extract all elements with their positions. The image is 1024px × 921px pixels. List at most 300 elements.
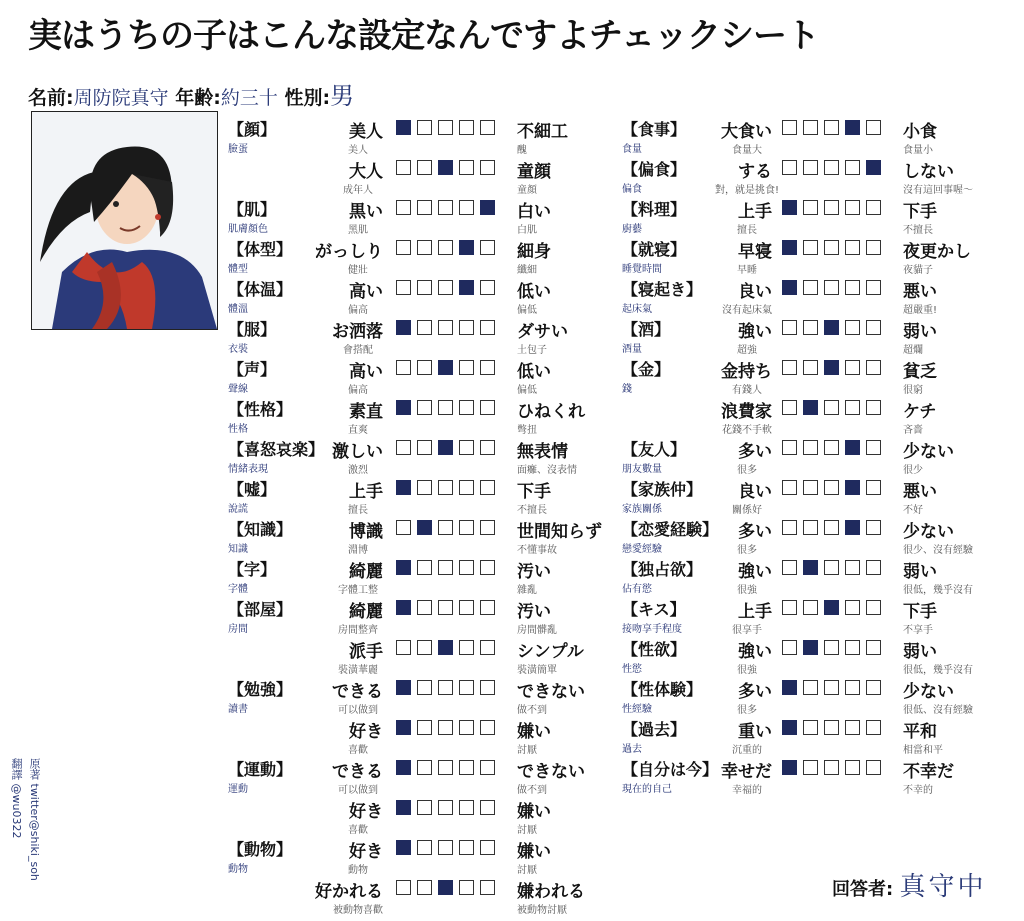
checkbox-empty[interactable]	[866, 360, 881, 375]
checkbox-empty[interactable]	[480, 320, 495, 335]
checkbox-empty[interactable]	[480, 640, 495, 655]
checkbox-empty[interactable]	[480, 680, 495, 695]
checkbox-empty[interactable]	[396, 640, 411, 655]
checkbox-empty[interactable]	[866, 320, 881, 335]
credit-translation-handle: @wu0322	[10, 783, 23, 839]
checkbox-empty[interactable]	[782, 560, 797, 575]
right-option: 嫌い	[517, 842, 551, 862]
checkbox-empty[interactable]	[480, 120, 495, 135]
right-option: 下手	[517, 482, 551, 502]
credit-original-label: 原著	[28, 758, 41, 780]
checkbox-empty[interactable]	[417, 400, 432, 415]
left-option: 好かれる	[315, 882, 383, 902]
checkbox-checked[interactable]	[803, 400, 818, 415]
category-translation: 偏食	[622, 184, 642, 195]
checkbox-checked[interactable]	[845, 520, 860, 535]
left-option-translation: 字體工整	[338, 585, 378, 596]
checkbox-checked[interactable]	[782, 680, 797, 695]
checkbox-empty[interactable]	[845, 360, 860, 375]
category-translation: 房間	[228, 624, 248, 635]
checkbox-empty[interactable]	[480, 280, 495, 295]
checkbox-empty[interactable]	[459, 760, 474, 775]
checkbox-empty[interactable]	[866, 400, 881, 415]
left-option: 好き	[349, 802, 383, 822]
checkbox-empty[interactable]	[866, 280, 881, 295]
checkbox-empty[interactable]	[438, 720, 453, 735]
category-label: 【酒】	[622, 320, 671, 339]
right-option-translation: 討厭	[517, 745, 537, 756]
checkbox-empty[interactable]	[866, 760, 881, 775]
name-label: 名前:	[28, 87, 74, 109]
right-option: 悪い	[903, 482, 937, 502]
checkbox-empty[interactable]	[480, 360, 495, 375]
checkbox-empty[interactable]	[803, 480, 818, 495]
checkbox-empty[interactable]	[396, 360, 411, 375]
checkbox-empty[interactable]	[417, 720, 432, 735]
category-translation: 性經驗	[622, 704, 652, 715]
check-row	[622, 317, 1017, 357]
checkbox-empty[interactable]	[417, 200, 432, 215]
left-option: 重い	[738, 722, 772, 742]
checkbox-empty[interactable]	[459, 360, 474, 375]
checkbox-empty[interactable]	[866, 640, 881, 655]
category-label: 【性格】	[228, 400, 293, 419]
checkbox-empty[interactable]	[459, 560, 474, 575]
checkbox-checked[interactable]	[824, 360, 839, 375]
checkbox-checked[interactable]	[782, 720, 797, 735]
right-option-translation: 討厭	[517, 825, 537, 836]
left-option: 美人	[349, 122, 383, 142]
checkbox-empty[interactable]	[845, 680, 860, 695]
checkbox-empty[interactable]	[438, 400, 453, 415]
category-translation: 酒量	[622, 344, 642, 355]
checkbox-checked[interactable]	[480, 200, 495, 215]
checkbox-empty[interactable]	[459, 680, 474, 695]
checkbox-empty[interactable]	[438, 600, 453, 615]
checkbox-empty[interactable]	[459, 520, 474, 535]
check-row	[228, 797, 618, 837]
checkbox-empty[interactable]	[824, 120, 839, 135]
check-row	[228, 637, 618, 677]
left-option: 綺麗	[349, 602, 383, 622]
checkbox-checked[interactable]	[396, 720, 411, 735]
checkbox-checked[interactable]	[438, 640, 453, 655]
checkbox-empty[interactable]	[803, 520, 818, 535]
checkbox-empty[interactable]	[866, 120, 881, 135]
left-option-translation: 食量大	[732, 145, 762, 156]
left-option: 素直	[349, 402, 383, 422]
left-option: がっしり	[315, 242, 383, 262]
checkbox-empty[interactable]	[824, 560, 839, 575]
checkbox-empty[interactable]	[417, 800, 432, 815]
checkbox-checked[interactable]	[396, 560, 411, 575]
checkbox-empty[interactable]	[396, 520, 411, 535]
checkbox-empty[interactable]	[459, 200, 474, 215]
checkbox-empty[interactable]	[845, 200, 860, 215]
checkbox-empty[interactable]	[459, 840, 474, 855]
right-option: 低い	[517, 282, 551, 302]
checkbox-empty[interactable]	[866, 440, 881, 455]
right-option: 低い	[517, 362, 551, 382]
right-option: 小食	[903, 122, 937, 142]
left-option-translation: 有錢人	[732, 385, 762, 396]
checkbox-checked[interactable]	[803, 640, 818, 655]
right-option: 汚い	[517, 602, 551, 622]
checkbox-empty[interactable]	[438, 680, 453, 695]
checkbox-empty[interactable]	[824, 440, 839, 455]
checkbox-empty[interactable]	[480, 400, 495, 415]
checkbox-empty[interactable]	[396, 200, 411, 215]
right-option-translation: 吝嗇	[903, 425, 923, 436]
checkbox-empty[interactable]	[417, 600, 432, 615]
left-option-translation: 擅長	[737, 225, 757, 236]
check-row	[228, 477, 618, 517]
checkbox-empty[interactable]	[480, 440, 495, 455]
checkbox-empty[interactable]	[824, 400, 839, 415]
checkbox-empty[interactable]	[803, 160, 818, 175]
left-option-translation: 很強	[737, 585, 757, 596]
checkbox-checked[interactable]	[438, 880, 453, 895]
right-option-translation: 纖細	[517, 265, 537, 276]
checkbox-empty[interactable]	[417, 120, 432, 135]
left-option-translation: 可以做到	[338, 705, 378, 716]
right-option-translation: 不擅長	[903, 225, 933, 236]
checkbox-empty[interactable]	[438, 760, 453, 775]
category-translation: 衣裝	[228, 344, 248, 355]
checkbox-empty[interactable]	[866, 200, 881, 215]
category-translation: 食量	[622, 144, 642, 155]
left-option-translation: 偏高	[348, 385, 368, 396]
checkbox-empty[interactable]	[480, 560, 495, 575]
checkbox-checked[interactable]	[396, 760, 411, 775]
checkbox-empty[interactable]	[803, 240, 818, 255]
checkbox-checked[interactable]	[396, 840, 411, 855]
right-option-translation: 被動物討厭	[517, 905, 567, 916]
right-option-translation: 偏低	[517, 385, 537, 396]
checkbox-empty[interactable]	[438, 200, 453, 215]
checkbox-empty[interactable]	[782, 320, 797, 335]
checkbox-checked[interactable]	[845, 480, 860, 495]
category-label: 【顔】	[228, 120, 277, 139]
left-option-translation: 很強	[737, 665, 757, 676]
checkbox-checked[interactable]	[782, 760, 797, 775]
category-translation: 知識	[228, 544, 248, 555]
character-sex: 男	[330, 82, 355, 110]
checkbox-empty[interactable]	[480, 600, 495, 615]
checkbox-empty[interactable]	[459, 120, 474, 135]
left-option: 多い	[738, 442, 772, 462]
checkbox-empty[interactable]	[438, 480, 453, 495]
checkbox-empty[interactable]	[417, 440, 432, 455]
checkbox-empty[interactable]	[438, 240, 453, 255]
checkbox-empty[interactable]	[782, 440, 797, 455]
checkbox-checked[interactable]	[866, 160, 881, 175]
category-label: 【キス】	[622, 600, 686, 619]
right-option-translation: 很低、沒有經驗	[903, 705, 973, 716]
checkbox-empty[interactable]	[866, 560, 881, 575]
checkbox-empty[interactable]	[459, 440, 474, 455]
checkbox-empty[interactable]	[866, 480, 881, 495]
checkbox-checked[interactable]	[845, 120, 860, 135]
checkbox-empty[interactable]	[459, 320, 474, 335]
category-label: 【寝起き】	[622, 280, 703, 299]
checkbox-empty[interactable]	[866, 520, 881, 535]
checkbox-checked[interactable]	[438, 160, 453, 175]
credits	[4, 758, 48, 918]
checkbox-empty[interactable]	[459, 160, 474, 175]
checkbox-empty[interactable]	[438, 320, 453, 335]
checkbox-empty[interactable]	[782, 400, 797, 415]
category-translation: 聲線	[228, 384, 248, 395]
sex-label: 性別:	[284, 87, 331, 109]
left-option: 好き	[349, 842, 383, 862]
checkbox-empty[interactable]	[417, 480, 432, 495]
checkbox-empty[interactable]	[459, 800, 474, 815]
checkbox-empty[interactable]	[417, 640, 432, 655]
checkbox-empty[interactable]	[782, 520, 797, 535]
right-option: 無表情	[517, 442, 568, 462]
left-option-translation: 直爽	[348, 425, 368, 436]
checkbox-empty[interactable]	[803, 440, 818, 455]
left-option-translation: 偏高	[348, 305, 368, 316]
checkbox-empty[interactable]	[417, 760, 432, 775]
category-translation: 過去	[622, 744, 642, 755]
category-label: 【嘘】	[228, 480, 277, 499]
checkbox-empty[interactable]	[803, 120, 818, 135]
checkbox-checked[interactable]	[782, 280, 797, 295]
check-row	[228, 317, 618, 357]
checkbox-empty[interactable]	[782, 360, 797, 375]
checkbox-empty[interactable]	[459, 720, 474, 735]
answerer	[832, 866, 987, 903]
right-option: 弱い	[903, 642, 937, 662]
checkbox-empty[interactable]	[417, 240, 432, 255]
checkbox-empty[interactable]	[480, 480, 495, 495]
checkbox-empty[interactable]	[480, 760, 495, 775]
checkbox-empty[interactable]	[866, 600, 881, 615]
checkbox-empty[interactable]	[866, 240, 881, 255]
right-option: できない	[517, 682, 585, 702]
checkbox-checked[interactable]	[396, 800, 411, 815]
checkbox-checked[interactable]	[845, 440, 860, 455]
checkbox-empty[interactable]	[845, 640, 860, 655]
checkbox-empty[interactable]	[803, 680, 818, 695]
checkbox-empty[interactable]	[417, 360, 432, 375]
category-label: 【運動】	[228, 760, 293, 779]
right-option-translation: 超爛	[903, 345, 923, 356]
checkbox-empty[interactable]	[845, 160, 860, 175]
checkbox-checked[interactable]	[459, 240, 474, 255]
character-age: 約三十	[220, 87, 278, 109]
left-option-translation: 美人	[348, 145, 368, 156]
checkbox-checked[interactable]	[438, 440, 453, 455]
category-label: 【知識】	[228, 520, 293, 539]
checkbox-empty[interactable]	[438, 520, 453, 535]
checkbox-empty[interactable]	[438, 800, 453, 815]
category-translation: 肌膚顏色	[228, 224, 268, 235]
checkbox-empty[interactable]	[782, 640, 797, 655]
checkbox-empty[interactable]	[459, 600, 474, 615]
checkbox-empty[interactable]	[824, 280, 839, 295]
checkbox-checked[interactable]	[396, 120, 411, 135]
checkbox-empty[interactable]	[782, 600, 797, 615]
checkbox-empty[interactable]	[824, 680, 839, 695]
checkbox-checked[interactable]	[782, 200, 797, 215]
check-row	[622, 277, 1017, 317]
checkbox-checked[interactable]	[396, 400, 411, 415]
left-option-translation: 超強	[737, 345, 757, 356]
checkbox-empty[interactable]	[438, 280, 453, 295]
checkbox-empty[interactable]	[417, 560, 432, 575]
category-translation: 睡覺時間	[622, 264, 662, 275]
checkbox-empty[interactable]	[782, 480, 797, 495]
checkbox-empty[interactable]	[845, 760, 860, 775]
checkbox-empty[interactable]	[396, 160, 411, 175]
checkbox-empty[interactable]	[803, 760, 818, 775]
checkbox-empty[interactable]	[417, 880, 432, 895]
category-translation: 廚藝	[622, 224, 642, 235]
category-translation: 接吻享手程度	[622, 624, 682, 635]
check-row	[622, 677, 1017, 717]
right-option: 弱い	[903, 562, 937, 582]
checkbox-empty[interactable]	[396, 880, 411, 895]
checkbox-empty[interactable]	[480, 880, 495, 895]
category-label: 【恋愛経験】	[622, 520, 719, 539]
checkbox-empty[interactable]	[459, 640, 474, 655]
checkbox-checked[interactable]	[803, 560, 818, 575]
left-option-translation: 喜歡	[348, 745, 368, 756]
checkbox-empty[interactable]	[396, 440, 411, 455]
right-option: 嫌い	[517, 722, 551, 742]
checkbox-empty[interactable]	[824, 640, 839, 655]
right-option: 嫌い	[517, 802, 551, 822]
category-translation: 佔有慾	[622, 584, 652, 595]
checkbox-empty[interactable]	[782, 120, 797, 135]
left-option: 大食い	[721, 122, 772, 142]
check-row	[622, 517, 1017, 557]
checkbox-empty[interactable]	[803, 200, 818, 215]
checkbox-empty[interactable]	[417, 680, 432, 695]
right-option: 白い	[517, 202, 551, 222]
right-option-translation: 相當和平	[903, 745, 943, 756]
right-option-translation: 討厭	[517, 865, 537, 876]
left-option-translation: 很多	[737, 545, 757, 556]
left-option-translation: 成年人	[343, 185, 373, 196]
checkbox-checked[interactable]	[396, 680, 411, 695]
left-option-translation: 很多	[737, 465, 757, 476]
checkbox-empty[interactable]	[782, 160, 797, 175]
checkbox-empty[interactable]	[459, 480, 474, 495]
checkbox-empty[interactable]	[417, 840, 432, 855]
category-translation: 情緒表現	[228, 464, 268, 475]
checkbox-empty[interactable]	[824, 520, 839, 535]
category-label: 【勉強】	[228, 680, 293, 699]
category-translation: 錢	[622, 384, 632, 395]
checkbox-empty[interactable]	[480, 720, 495, 735]
right-option-translation: 不享手	[903, 625, 933, 636]
checkbox-empty[interactable]	[803, 360, 818, 375]
checkbox-empty[interactable]	[803, 320, 818, 335]
checkbox-empty[interactable]	[845, 280, 860, 295]
character-portrait	[31, 111, 218, 330]
checkbox-empty[interactable]	[459, 880, 474, 895]
checkbox-checked[interactable]	[396, 480, 411, 495]
checkbox-empty[interactable]	[480, 840, 495, 855]
right-option-translation: 很窮	[903, 385, 923, 396]
checkbox-empty[interactable]	[803, 720, 818, 735]
right-option: 貧乏	[903, 362, 937, 382]
left-option: 上手	[738, 602, 772, 622]
checkbox-checked[interactable]	[782, 240, 797, 255]
checkbox-empty[interactable]	[803, 600, 818, 615]
checkbox-empty[interactable]	[803, 280, 818, 295]
checkbox-empty[interactable]	[417, 280, 432, 295]
checkbox-empty[interactable]	[480, 800, 495, 815]
checkbox-empty[interactable]	[824, 160, 839, 175]
right-option-translation: 偏低	[517, 305, 537, 316]
checkbox-checked[interactable]	[417, 520, 432, 535]
checkbox-empty[interactable]	[824, 720, 839, 735]
checkbox-checked[interactable]	[396, 600, 411, 615]
credit-original	[26, 758, 42, 881]
check-row	[622, 117, 1017, 157]
category-translation: 臉蛋	[228, 144, 248, 155]
checkbox-empty[interactable]	[480, 160, 495, 175]
checkbox-empty[interactable]	[438, 560, 453, 575]
left-option: 激しい	[332, 442, 383, 462]
right-option: 嫌われる	[517, 882, 585, 902]
check-row	[228, 557, 618, 597]
checkbox-empty[interactable]	[824, 240, 839, 255]
checkbox-empty[interactable]	[438, 120, 453, 135]
checkbox-checked[interactable]	[459, 280, 474, 295]
checkbox-empty[interactable]	[866, 720, 881, 735]
checkbox-empty[interactable]	[845, 320, 860, 335]
checkbox-empty[interactable]	[866, 680, 881, 695]
checkbox-empty[interactable]	[459, 400, 474, 415]
checkbox-checked[interactable]	[396, 320, 411, 335]
check-row	[622, 757, 1017, 797]
checkbox-empty[interactable]	[396, 240, 411, 255]
right-option: 下手	[903, 202, 937, 222]
checkbox-empty[interactable]	[845, 720, 860, 735]
checkbox-empty[interactable]	[845, 600, 860, 615]
category-label: 【動物】	[228, 840, 293, 859]
checkbox-empty[interactable]	[845, 560, 860, 575]
left-option-translation: 很享手	[732, 625, 762, 636]
left-option-translation: 被動物喜歡	[333, 905, 383, 916]
check-row	[622, 557, 1017, 597]
checkbox-empty[interactable]	[438, 840, 453, 855]
check-row	[622, 717, 1017, 757]
checkbox-empty[interactable]	[417, 320, 432, 335]
left-option-translation: 喜歡	[348, 825, 368, 836]
checkbox-empty[interactable]	[396, 280, 411, 295]
right-option-translation: 面癱、沒表情	[517, 465, 577, 476]
checkbox-empty[interactable]	[480, 520, 495, 535]
checkbox-empty[interactable]	[480, 240, 495, 255]
checkbox-empty[interactable]	[845, 240, 860, 255]
checkbox-checked[interactable]	[824, 320, 839, 335]
checkbox-empty[interactable]	[824, 760, 839, 775]
checkbox-checked[interactable]	[824, 600, 839, 615]
checkbox-checked[interactable]	[438, 360, 453, 375]
checkbox-empty[interactable]	[824, 480, 839, 495]
left-option-translation: 黑肌	[348, 225, 368, 236]
checkbox-empty[interactable]	[824, 200, 839, 215]
checkbox-empty[interactable]	[417, 160, 432, 175]
checkbox-empty[interactable]	[845, 400, 860, 415]
